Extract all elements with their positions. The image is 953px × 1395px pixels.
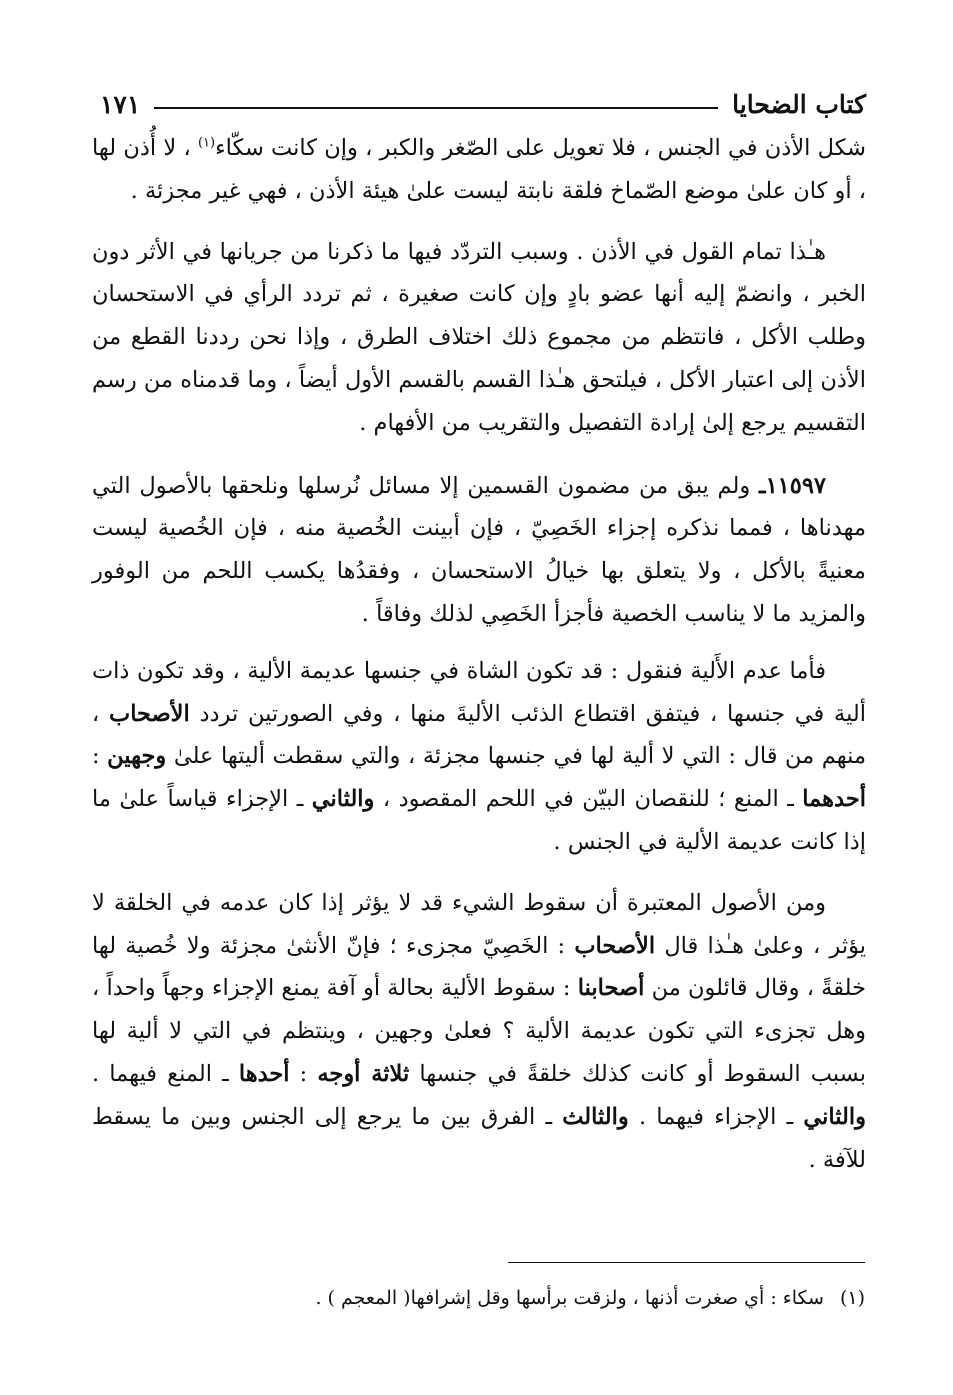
- running-title: كتاب الضحايا: [732, 89, 866, 119]
- footnote-number: (١): [839, 1287, 865, 1309]
- bold-term: الأصحاب: [574, 932, 656, 959]
- bold-term: والثاني: [803, 1103, 866, 1130]
- bold-term: أحدهما: [802, 786, 866, 813]
- footnote-reference: (١): [197, 135, 216, 151]
- page-number: ١٧١: [100, 89, 141, 119]
- text-run: : سقوط الألية بحالة أو آفة يمنع الإجزاء وجهاً واحداً ، وهل تجزىء التي تكون عديمة الألية ؟ فعلىٰ وجهين ، وينتظم في التي لا ألية لها بسبب السقوط أو كانت كذلك خلقةً في جنسها: [92, 975, 866, 1087]
- text-run: ـ الإجزاء قياساً علىٰ ما إذا كانت عديمة الألية في الجنس .: [92, 786, 866, 855]
- paragraph-1: [92, 127, 866, 213]
- body-text: [92, 127, 866, 1181]
- text-run: ، لا أُذن لها ، أو كان علىٰ موضع الصّماخ فلقة نابتة ليست علىٰ هيئة الأذن ، فهي غير مجزئة .: [92, 135, 866, 204]
- bold-term: ١١٥٩٧ـ: [758, 472, 826, 499]
- text-run: :: [289, 1060, 318, 1087]
- text-run: فأما عدم الأَلية فنقول : قد تكون الشاة في جنسها عديمة الألية ، وقد تكون ذات ألية في جنسها ، فيتفق اقتطاع الذئب الأليةَ منها ، وفي الصورتين تردد: [92, 657, 866, 727]
- running-header: [100, 84, 866, 124]
- text-run: ولم يبق من مضمون القسمين إلا مسائل نُرسلها ونلحقها بالأصول التي مهدناها ، فمما نذكره إجزاء الخَصِيّ ، فإن أبينت الخُصية منه ، فإن الخُصية ليست معنيةً بالأكل ، ولا يتعلق بها خيالُ الاستحسان ، وفقدُها يكسب اللحم من الوفور والمزيد ما لا يناسب الخصية فأجزأ الخَصِي لذلك وفاقاً .: [92, 472, 866, 627]
- paragraph-2: [92, 231, 866, 445]
- bold-term: الأصحاب: [109, 700, 190, 727]
- text-run: ، منهم من قال : التي لا ألية لها في جنسها مجزئة ، والتي سقطت أليتها علىٰ: [92, 700, 866, 770]
- text-run: ـ المنع ؛ للنقصان البيّن في اللحم المقصود ،: [374, 786, 803, 813]
- text-run: :: [92, 743, 108, 770]
- paragraph-4: [92, 650, 866, 864]
- bold-term: أصحابنا: [577, 975, 645, 1002]
- text-run: هـٰذا تمام القول في الأذن . وسبب التردّد فيها ما ذكرنا من جريانها في الأثر دون الخبر ، وانضمّ إليه أنها عضو بادٍ وإن كانت صغيرة ، ثم تردد الرأي في الاستحسان وطلب الأكل ، فانتظم من مجموع ذلك اختلاف الطرق ، وإذا نحن رددنا القطع من الأذن إلى اعتبار الأكل ، فيلتحق هـٰذا القسم بالقسم الأول أيضاً ، وما قدمناه من رسم التقسيم يرجع إلىٰ إرادة التفصيل والتقريب من الأفهام .: [92, 238, 866, 436]
- text-run: ومن الأصول المعتبرة أن سقوط الشيء قد لا يؤثر إذا كان عدمه في الخلقة لا يؤثر ، وعلىٰ هـٰذا قال: [92, 889, 866, 959]
- paragraph-3-issue-11597: [92, 465, 866, 636]
- bold-term: ثلاثة أوجه: [317, 1060, 410, 1087]
- footnote-divider: [508, 1262, 865, 1263]
- text-run: ـ الفرق بين ما يرجع إلى الجنس وبين ما يسقط للآفة .: [92, 1103, 866, 1173]
- bold-term: والثاني: [311, 786, 375, 813]
- text-run: ـ المنع فيهما .: [92, 1060, 239, 1087]
- bold-term: وجهين: [107, 743, 167, 770]
- text-run: : الخَصِيّ مجزىء ؛ فإنّ الأنثىٰ مجزئة ولا خُصية لها خلقةً ، وقال قائلون من: [92, 932, 866, 1002]
- bold-term: أحدها: [238, 1060, 290, 1087]
- footnote: [220, 1284, 865, 1312]
- text-run: شكل الأذن في الجنس ، فلا تعويل على الصّغر والكبر ، وإن كانت سكّاء: [215, 135, 866, 161]
- header-rule: [154, 107, 718, 109]
- paragraph-5: [92, 882, 866, 1182]
- text-run: ـ الإجزاء فيهما .: [628, 1103, 804, 1130]
- footnote-text: سكاء : أي صغرت أذنها ، ولزقت برأسها وقل إشرافها( المعجم ) .: [315, 1287, 824, 1309]
- bold-term: والثالث: [562, 1103, 629, 1130]
